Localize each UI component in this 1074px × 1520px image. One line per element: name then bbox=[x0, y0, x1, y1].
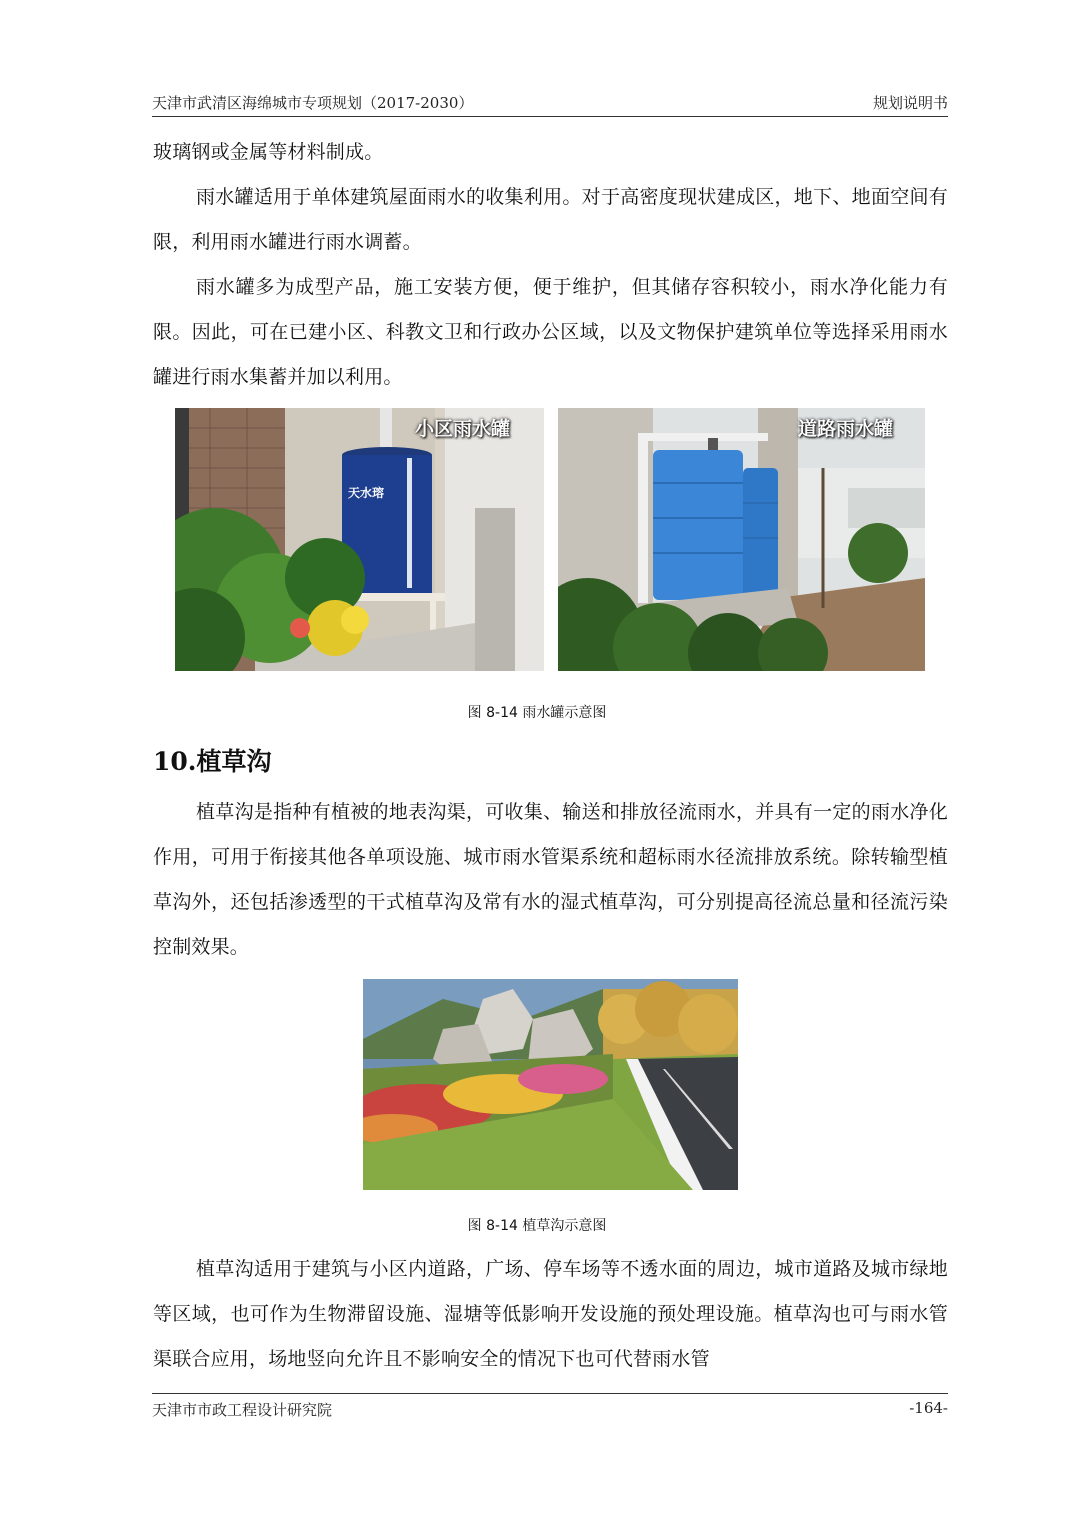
photo-grass-swale bbox=[363, 979, 738, 1190]
footer-organization: 天津市市政工程设计研究院 bbox=[152, 1401, 333, 1419]
paragraph-grass-swale-definition: 植草沟是指种有植被的地表沟渠，可收集、输送和排放径流雨水，并具有一定的雨水净化作用，可用于衔接其他各单项设施、城市雨水管渠系统和超标雨水径流排放系统。除转输型植草沟外，还包括渗透型的干式植草沟及常有水的湿式植草沟，可分别提高径流总量和径流污染控制效果。 bbox=[153, 801, 948, 958]
section-heading-grass-swale: 10.植草沟 bbox=[153, 747, 272, 776]
photo-road-rain-barrel bbox=[558, 408, 925, 671]
page-number: -164- bbox=[909, 1399, 948, 1417]
photo-residential-rain-barrel bbox=[175, 408, 544, 671]
label-residential-rain-barrel: 小区雨水罐 bbox=[415, 418, 511, 440]
document-type: 规划说明书 bbox=[872, 94, 948, 112]
paragraph-grass-swale-application: 植草沟适用于建筑与小区内道路，广场、停车场等不透水面的周边，城市道路及城市绿地等区域，也可作为生物滞留设施、湿塘等低影响开发设施的预处理设施。植草沟也可与雨水管渠联合应用，场地竖向允许且不影响安全的情况下也可代替雨水管 bbox=[153, 1258, 948, 1370]
paragraph-rain-barrel-use: 雨水罐适用于单体建筑屋面雨水的收集利用。对于高密度现状建成区，地下、地面空间有限，利用雨水罐进行雨水调蓄。 bbox=[153, 186, 948, 253]
paragraph-rain-barrel-features: 雨水罐多为成型产品，施工安装方便，便于维护，但其储存容积较小，雨水净化能力有限。因此，可在已建小区、科教文卫和行政办公区域，以及文物保护建筑单位等选择采用雨水罐进行雨水集蓄并加以利用。 bbox=[153, 276, 948, 388]
document-title: 天津市武清区海绵城市专项规划（2017-2030） bbox=[152, 94, 474, 112]
figure-caption-grass-swale: 图 8-14 植草沟示意图 bbox=[467, 1218, 607, 1234]
figure-caption-rain-barrel: 图 8-14 雨水罐示意图 bbox=[467, 705, 607, 721]
label-road-rain-barrel: 道路雨水罐 bbox=[798, 418, 894, 440]
page-footer bbox=[152, 1393, 948, 1418]
page-header bbox=[152, 92, 948, 117]
paragraph-materials: 玻璃钢或金属等材料制成。 bbox=[153, 141, 384, 163]
rain-barrel-brand-text: 天水瑢 bbox=[348, 486, 385, 500]
